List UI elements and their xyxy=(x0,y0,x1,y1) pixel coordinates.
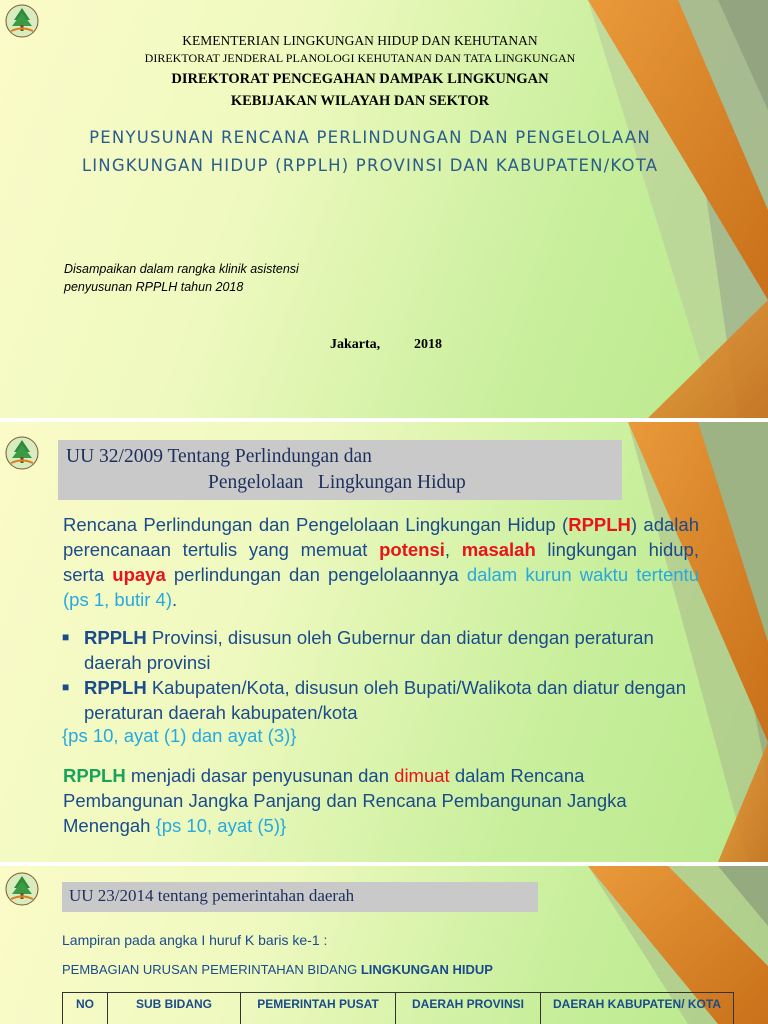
presentation-title-line2: LINGKUNGAN HIDUP (RPPLH) PROVINSI DAN KABUPATEN/KOTA xyxy=(81,156,659,175)
dimuat-term: dimuat xyxy=(394,765,450,786)
directorate-general-name: DIREKTORAT JENDERAL PLANOLOGI KEHUTANAN DAN TATA LINGKUNGAN xyxy=(144,51,576,65)
header-daerah-kabupaten-kota: DAERAH KABUPATEN/ KOTA xyxy=(541,993,734,1024)
header-sub-bidang: SUB BIDANG xyxy=(108,993,241,1024)
upaya-term: upaya xyxy=(112,564,166,585)
definition-slide xyxy=(0,422,768,862)
directorate-name: DIREKTORAT PENCEGAHAN DAMPAK LINGKUNGAN xyxy=(171,71,549,87)
slide-heading-line2: Pengelolaan Lingkungan Hidup xyxy=(208,472,466,493)
slide-heading-box xyxy=(62,882,538,912)
rpplh-term: RPPLH xyxy=(63,765,126,786)
ministry-name: KEMENTERIAN LINGKUNGAN HIDUP DAN KEHUTANAN xyxy=(182,33,538,48)
bullet-icon: ■ xyxy=(62,680,70,694)
regional-government-slide xyxy=(0,866,768,1024)
slide-heading-box xyxy=(58,440,622,500)
rpplh-basis-paragraph: RPPLH menjadi dasar penyusunan dan dimuat dalam Rencana Pembangunan Jangka Panjang dan Rencana Pembangunan Jangka Menengah {ps 10, ayat (5)} xyxy=(63,765,627,836)
slide-heading: UU 23/2014 tentang pemerintahan daerah xyxy=(69,886,355,905)
bullet-list xyxy=(62,625,692,725)
masalah-term: masalah xyxy=(461,539,536,560)
legal-reference: {ps 10, ayat (5)} xyxy=(155,815,287,836)
header-no: NO xyxy=(63,993,108,1024)
slide-heading-line1: UU 32/2009 Tentang Perlindungan dan xyxy=(66,446,372,467)
list-item: ■ RPPLH Kabupaten/Kota, disusun oleh Bupati/Walikota dan diatur dengan peraturan daerah kabupaten/kota xyxy=(62,677,686,723)
title-slide xyxy=(0,0,768,418)
definition-paragraph: Rencana Perlindungan dan Pengelolaan Lingkungan Hidup (RPPLH) adalah perencanaan tertulis yang memuat potensi, masalah lingkungan hidup, serta upaya perlindungan dan pengelolaannya dalam kurun waktu tertentu (ps 1, butir 4). xyxy=(63,514,699,610)
legal-reference: (ps 1, butir 4) xyxy=(63,589,172,610)
pembagian-heading: PEMBAGIAN URUSAN PEMERINTAHAN BIDANG LINGKUNGAN HIDUP xyxy=(62,962,493,977)
bullet-icon: ■ xyxy=(62,630,70,644)
place-label: Jakarta, xyxy=(330,337,381,352)
division-table xyxy=(62,992,734,1024)
lampiran-note: Lampiran pada angka I huruf K baris ke-1 : xyxy=(62,932,328,948)
subdirectorate-name: KEBIJAKAN WILAYAH DAN SEKTOR xyxy=(230,93,490,109)
year-label: 2018 xyxy=(414,337,442,352)
table-header-row xyxy=(63,993,734,1024)
rpplh-term: RPPLH xyxy=(568,514,631,535)
presentation-title-line1: PENYUSUNAN RENCANA PERLINDUNGAN DAN PENGELOLAAN xyxy=(89,128,651,147)
legal-reference: {ps 10, ayat (1) dan ayat (3)} xyxy=(62,725,297,746)
presentation-note-line1: Disampaikan dalam rangka klinik asistensi xyxy=(64,262,299,276)
ministry-logo-icon xyxy=(5,436,39,470)
header-pemerintah-pusat: PEMERINTAH PUSAT xyxy=(241,993,396,1024)
potensi-term: potensi xyxy=(379,539,445,560)
ministry-logo-icon xyxy=(5,4,39,38)
list-item: ■ RPPLH Provinsi, disusun oleh Gubernur dan diatur dengan peraturan daerah provinsi xyxy=(62,627,654,673)
ministry-logo-icon xyxy=(5,872,39,906)
header-daerah-provinsi: DAERAH PROVINSI xyxy=(396,993,541,1024)
time-frame-phrase: dalam kurun waktu tertentu xyxy=(466,564,699,585)
presentation-note-line2: penyusunan RPPLH tahun 2018 xyxy=(64,280,244,294)
